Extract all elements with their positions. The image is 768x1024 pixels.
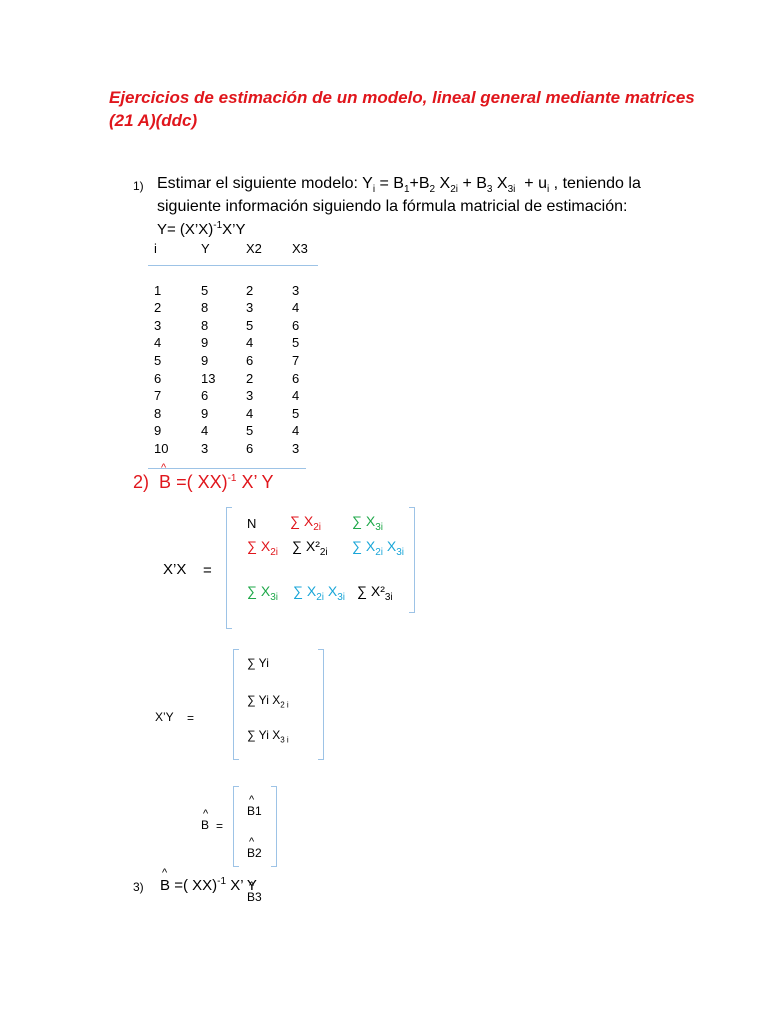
table-header-row [154, 240, 332, 258]
table-row: 4 9 4 5 [154, 335, 300, 351]
xtx-sum-x3-row3: ∑ $X_{3i}$ [247, 583, 279, 603]
xtx-n: N [247, 516, 257, 531]
xty-entry-1: ∑ Yi [247, 656, 269, 670]
b-hat: ^ B [160, 877, 170, 894]
table-row: 9 4 5 4 [154, 423, 300, 439]
data-table [154, 240, 332, 458]
xtx-sum-x2: ∑ $X_{2i}$ [290, 513, 322, 533]
table-header: X3 [292, 241, 308, 256]
table-header-rule [148, 265, 318, 266]
xtx-right-bracket [409, 507, 415, 613]
xty-equals: = [187, 711, 195, 725]
xty-right-bracket [318, 649, 324, 760]
item1-formula: Y= (X’X)$^{-1}$X’Y [157, 220, 246, 238]
item1-instruction: siguiente información siguiendo la fórmula matricial de estimación: [157, 198, 628, 215]
xtx-left-bracket [226, 507, 232, 629]
item1-number: 1) [133, 179, 144, 193]
xtx-sum-x2-row2: ∑ $X_{2i}$ [247, 538, 279, 558]
table-row: 1 5 2 3 [154, 282, 300, 298]
bvec-entry-3: ^ B3 [247, 890, 768, 904]
item3-formula: ^ B =( XX)$^{-1}$ X’ Y [160, 876, 257, 894]
table-header: Y [201, 241, 210, 256]
table-row: 8 9 4 5 [154, 405, 300, 421]
table-header: X2 [246, 241, 262, 256]
bvec-entry-2: ^ B2 [247, 846, 768, 860]
xty-entry-2: ∑ Yi $X_{2 i}$ [247, 693, 289, 710]
xtx-sum-x2x3: ∑ $X_{2i}$ $X_{3i}$ [352, 538, 405, 558]
xtx-sum-x2x3-row3: ∑ $X_{2i}$ $X_{3i}$ [293, 583, 346, 603]
item3-number: 3) [133, 880, 144, 894]
item1-model-line: Estimar el siguiente modelo: $Y_i = B_1+B_2$ $X_{2i} + B_3$ $X_{3i} + u_i$ , teniendo la [157, 175, 641, 196]
bvec-entry-1: ^ B1 [247, 804, 768, 818]
bvec-left-bracket [233, 786, 239, 867]
xtx-equals: = [203, 562, 212, 579]
table-row: 5 9 6 7 [154, 352, 300, 368]
xtx-sum-x2-squared: ∑ $X^2_{2i}$ [292, 538, 328, 558]
document-title-line2: (21 A)(ddc) [109, 111, 198, 130]
document-title-line1: Ejercicios de estimación de un modelo, lineal general mediante matrices [109, 88, 695, 107]
b-hat: ^ B [159, 472, 171, 492]
xtx-sum-x3-squared: ∑ $X^2_{3i}$ [357, 583, 393, 603]
xtx-sum-x3: ∑ $X_{3i}$ [352, 513, 384, 533]
table-row: 6 13 2 6 [154, 370, 300, 386]
table-row: 10 3 6 3 [154, 440, 300, 456]
table-header: i [154, 241, 157, 256]
xty-label: X’Y [155, 710, 174, 724]
xty-left-bracket [233, 649, 239, 760]
table-bottom-rule [148, 468, 306, 469]
xtx-label: X’X [163, 561, 187, 578]
bvec-label: ^ B [201, 818, 768, 832]
item2-formula: 2) ^ B =( XX)$^{-1}$ X’ Y [133, 472, 274, 493]
bvec-equals: = [216, 819, 224, 833]
table-row: 7 6 3 4 [154, 388, 300, 404]
table-row: 3 8 5 6 [154, 317, 300, 333]
table-row: 2 8 3 4 [154, 300, 300, 316]
xty-entry-3: ∑ Yi $X_{3 i}$ [247, 728, 289, 745]
